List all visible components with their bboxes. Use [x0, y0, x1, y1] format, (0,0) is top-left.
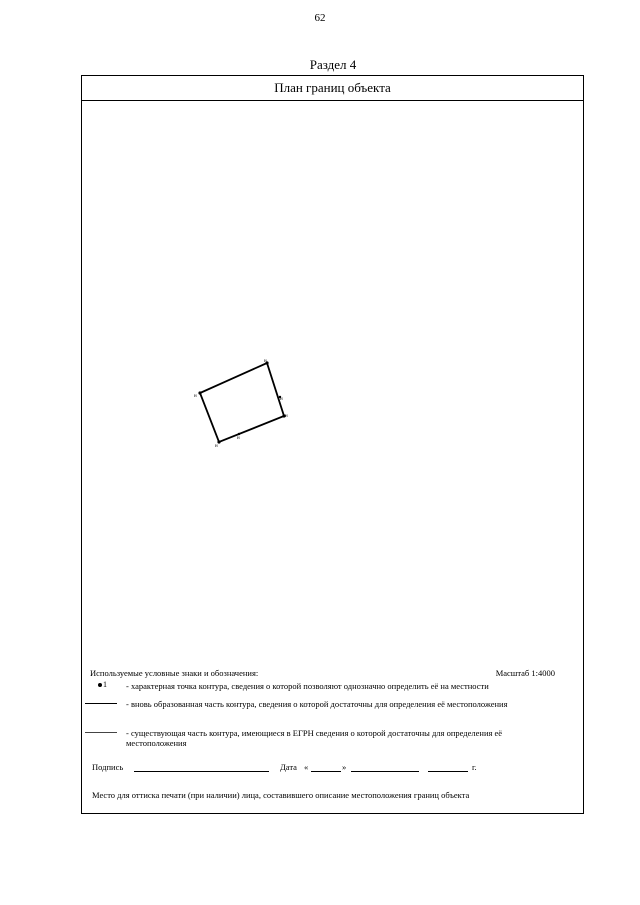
- stamp-text: Место для оттиска печати (при наличии) лица, составившего описание местоположения границ объекта: [92, 790, 470, 800]
- plan-frame: [81, 75, 584, 814]
- new-part-line-icon: [85, 703, 117, 704]
- month-line: [351, 771, 419, 772]
- quote-close: »: [342, 762, 347, 772]
- contour-point: [198, 391, 201, 394]
- legend-title: Используемые условные знаки и обозначения:: [90, 668, 259, 678]
- existing-part-description: - существующая часть контура, имеющиеся в ЕГРН сведения о которой достаточны для определения её местоположения: [126, 728, 503, 748]
- point-symbol-icon: [98, 683, 102, 687]
- point-label: н: [194, 394, 197, 399]
- boundary-plan-drawing: [82, 101, 583, 671]
- contour-point: [217, 440, 220, 443]
- quote-open: «: [304, 762, 309, 772]
- contour-point: [238, 433, 240, 435]
- signature-line: [134, 771, 269, 772]
- day-line: [311, 771, 341, 772]
- point-description: - характерная точка контура, сведения о которой позволяют однозначно определить её на местности: [126, 681, 489, 691]
- new-part-description: - вновь образованная часть контура, сведения о которой достаточны для определения её местоположения: [126, 699, 508, 709]
- point-label: н: [237, 436, 240, 441]
- map-area: [82, 101, 583, 671]
- date-label: Дата: [280, 762, 297, 772]
- object-contour: [200, 363, 284, 442]
- point-label: н: [280, 397, 283, 402]
- point-label: н: [264, 359, 267, 364]
- point-label: н: [215, 444, 218, 449]
- point-symbol-number: 1: [103, 680, 107, 689]
- sign-label: Подпись: [92, 762, 124, 772]
- existing-part-line-icon: [85, 732, 117, 733]
- year-suffix: г.: [472, 762, 477, 772]
- point-label: н: [285, 414, 288, 419]
- scale-label: Масштаб 1:4000: [495, 668, 555, 678]
- page-number: 62: [314, 12, 326, 24]
- plan-header: План границ объекта: [82, 76, 583, 101]
- year-line: [428, 771, 468, 772]
- section-title: Раздел 4: [309, 57, 357, 72]
